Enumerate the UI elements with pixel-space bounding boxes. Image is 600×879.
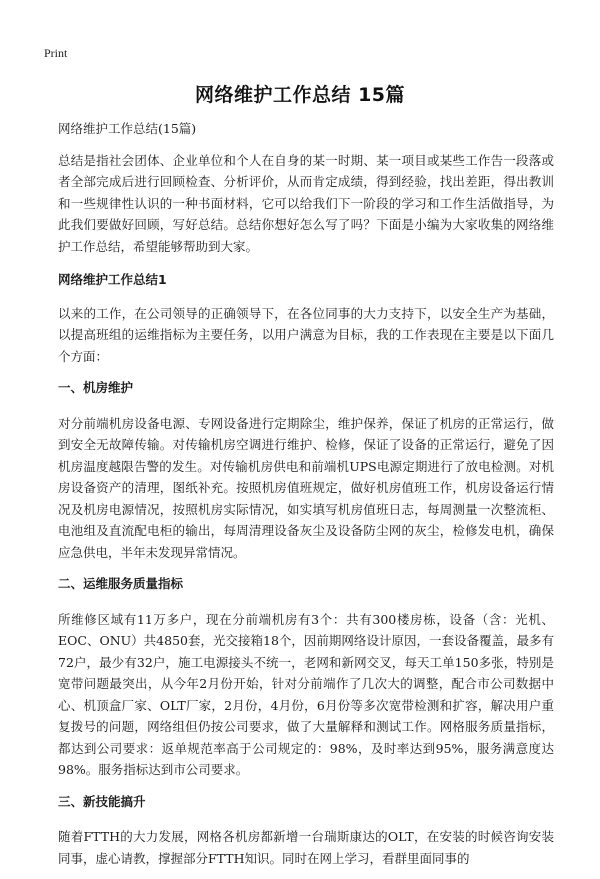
document-title: 网络维护工作总结 15篇 <box>194 84 406 106</box>
summary-heading: 网络维护工作总结1 <box>58 272 167 287</box>
summary-paragraph: 以来的工作，在公司领导的正确领导下，在各位同事的大力支持下，以安全生产为基础，以提高班组的运维指标为主要任务，以用户满意为目标，我的工作表现在主要是以下面几个方面： <box>58 305 554 364</box>
print-label: Print <box>44 46 68 60</box>
section-paragraph-machine-room: 对分前端机房设备电源、专网设备进行定期除尘，维护保养，保证了机房的正常运行，做到安全无故障传输。对传输机房空调进行维护、检修，保证了设备的正常运行，避免了因机房温度越限告警的发生。对传输机房供电和前端机UPS电源定期进行了放电检测。对机房设备资产的清理，图纸补充。按照机房值班规定，做好机房值班工作，机房设备运行情况及机房电源情况，按照机房实际情况，如实填写机房值班日志，每周测量一次整流柜、电池组及直流配电柜的输出，每周清理设备灰尘及设备防尘网的灰尘，检修发电机，确保应急供电，半年未发现异常情况。 <box>58 415 554 560</box>
document-body <box>58 118 554 879</box>
section-heading-machine-room: 一、机房维护 <box>58 380 134 395</box>
section-heading-new-skills: 三、新技能搞升 <box>58 793 146 809</box>
section-heading-service-quality: 二、运维服务质量指标 <box>58 576 184 591</box>
document-subtitle: 网络维护工作总结(15篇) <box>58 121 197 136</box>
intro-paragraph: 总结是指社会团体、企业单位和个人在自身的某一时期、某一项目或某些工作告一段落或者全部完成后进行回顾检查、分析评价，从而肯定成绩，得到经验，找出差距，得出教训和一些规律性认识的一种书面材料，它可以给我们下一阶段的学习和工作生活做指导，为此我们要做好回顾，写好总结。总结你想好怎么写了吗？下面是小编为大家收集的网络维护工作总结，希望能够帮助到大家。 <box>58 152 554 254</box>
section-paragraph-service-quality: 所维修区域有11万多户，现在分前端机房有3个：共有300楼房栋，设备（含：光机、EOC、ONU）共4850套，光交接箱18个，因前期网络设计原因，一套设备覆盖，最多有72户，最少有32户，施工电源接头不统一，老网和新网交叉，每天工单150多张，特别是宽带问题最突出，从今年2月份开始，针对分前端作了几次大的调整，配合市公司数据中心、机顶盒厂家、OLT厂家，2月份，4月份，6月份等多次宽带检测和扩容，解决用户重复拨号的问题，网络组但仍按公司要求，做了大量解释和测试工作。网格服务质量指标，都达到公司要求：返单规范率高于公司规定的：98%，及时率达到95%，服务满意度达98%。服务指标达到市公司要求。 <box>58 611 554 777</box>
section-paragraph-new-skills: 随着FTTH的大力发展，网格各机房都新增一台瑞斯康达的OLT，在安装的时候咨询安装同事，虚心请教，撑握部分FTTH知识。同时在网上学习，看群里面同事的 <box>58 829 554 866</box>
